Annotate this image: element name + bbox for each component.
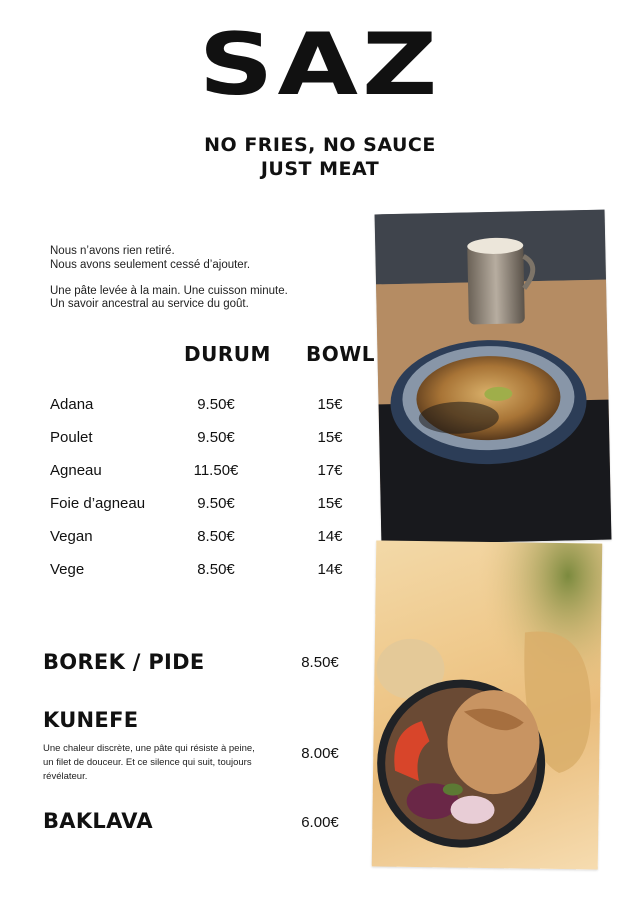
item-name: Poulet (50, 429, 93, 446)
column-header-durum: DURUM (184, 342, 271, 366)
bowl-price: 15€ (317, 495, 343, 512)
bowl-price: 15€ (317, 429, 343, 446)
item-name: Vege (50, 561, 85, 578)
brand-logo: SAZ (198, 14, 442, 115)
item-name: Adana (50, 396, 94, 413)
doner-bowl-photo (372, 540, 603, 869)
kunefe-desc-line3: révélateur. (43, 771, 88, 782)
intro-line4: Un savoir ancestral au service du goût. (50, 298, 249, 310)
intro-line3: Une pâte levée à la main. Une cuisson minute. (50, 285, 288, 297)
kunefe-dish-illustration (375, 210, 612, 545)
menu-row (0, 429, 380, 453)
intro-line2: Nous avons seulement cessé d’ajouter. (50, 259, 251, 271)
column-header-bowl: BOWL (306, 342, 376, 366)
menu-row (0, 528, 380, 552)
borek-title: BOREK / PIDE (43, 650, 205, 674)
intro-line1: Nous n’avons rien retiré. (50, 245, 175, 257)
durum-price: 8.50€ (197, 528, 235, 545)
durum-price: 9.50€ (197, 429, 235, 446)
kunefe-desc-line1: Une chaleur discrète, une pâte qui résiste à peine, (43, 743, 255, 754)
doner-bowl-illustration (372, 540, 603, 869)
item-name: Foie d’agneau (50, 495, 146, 512)
durum-price: 11.50€ (193, 462, 239, 479)
item-name: Agneau (50, 462, 102, 479)
bowl-price: 14€ (317, 561, 343, 578)
menu-row (0, 462, 380, 486)
tagline-line2: JUST MEAT (260, 158, 380, 180)
durum-price: 9.50€ (197, 396, 235, 413)
bowl-price: 14€ (317, 528, 343, 545)
durum-price: 8.50€ (197, 561, 235, 578)
bowl-price: 17€ (317, 462, 343, 479)
tagline-line1: NO FRIES, NO SAUCE (204, 134, 436, 156)
kunefe-title: KUNEFE (43, 708, 139, 732)
baklava-title: BAKLAVA (43, 809, 153, 833)
bowl-price: 15€ (317, 396, 343, 413)
menu-row (0, 495, 380, 519)
kunefe-price: 8.00€ (301, 745, 339, 762)
kunefe-desc-line2: un filet de douceur. Et ce silence qui suit, toujours (43, 757, 252, 768)
durum-price: 9.50€ (197, 495, 235, 512)
item-name: Vegan (50, 528, 93, 545)
menu-row (0, 561, 380, 585)
baklava-price: 6.00€ (301, 814, 339, 831)
borek-price: 8.50€ (301, 654, 339, 671)
kunefe-dish-photo (375, 210, 612, 545)
menu-row (0, 396, 380, 420)
